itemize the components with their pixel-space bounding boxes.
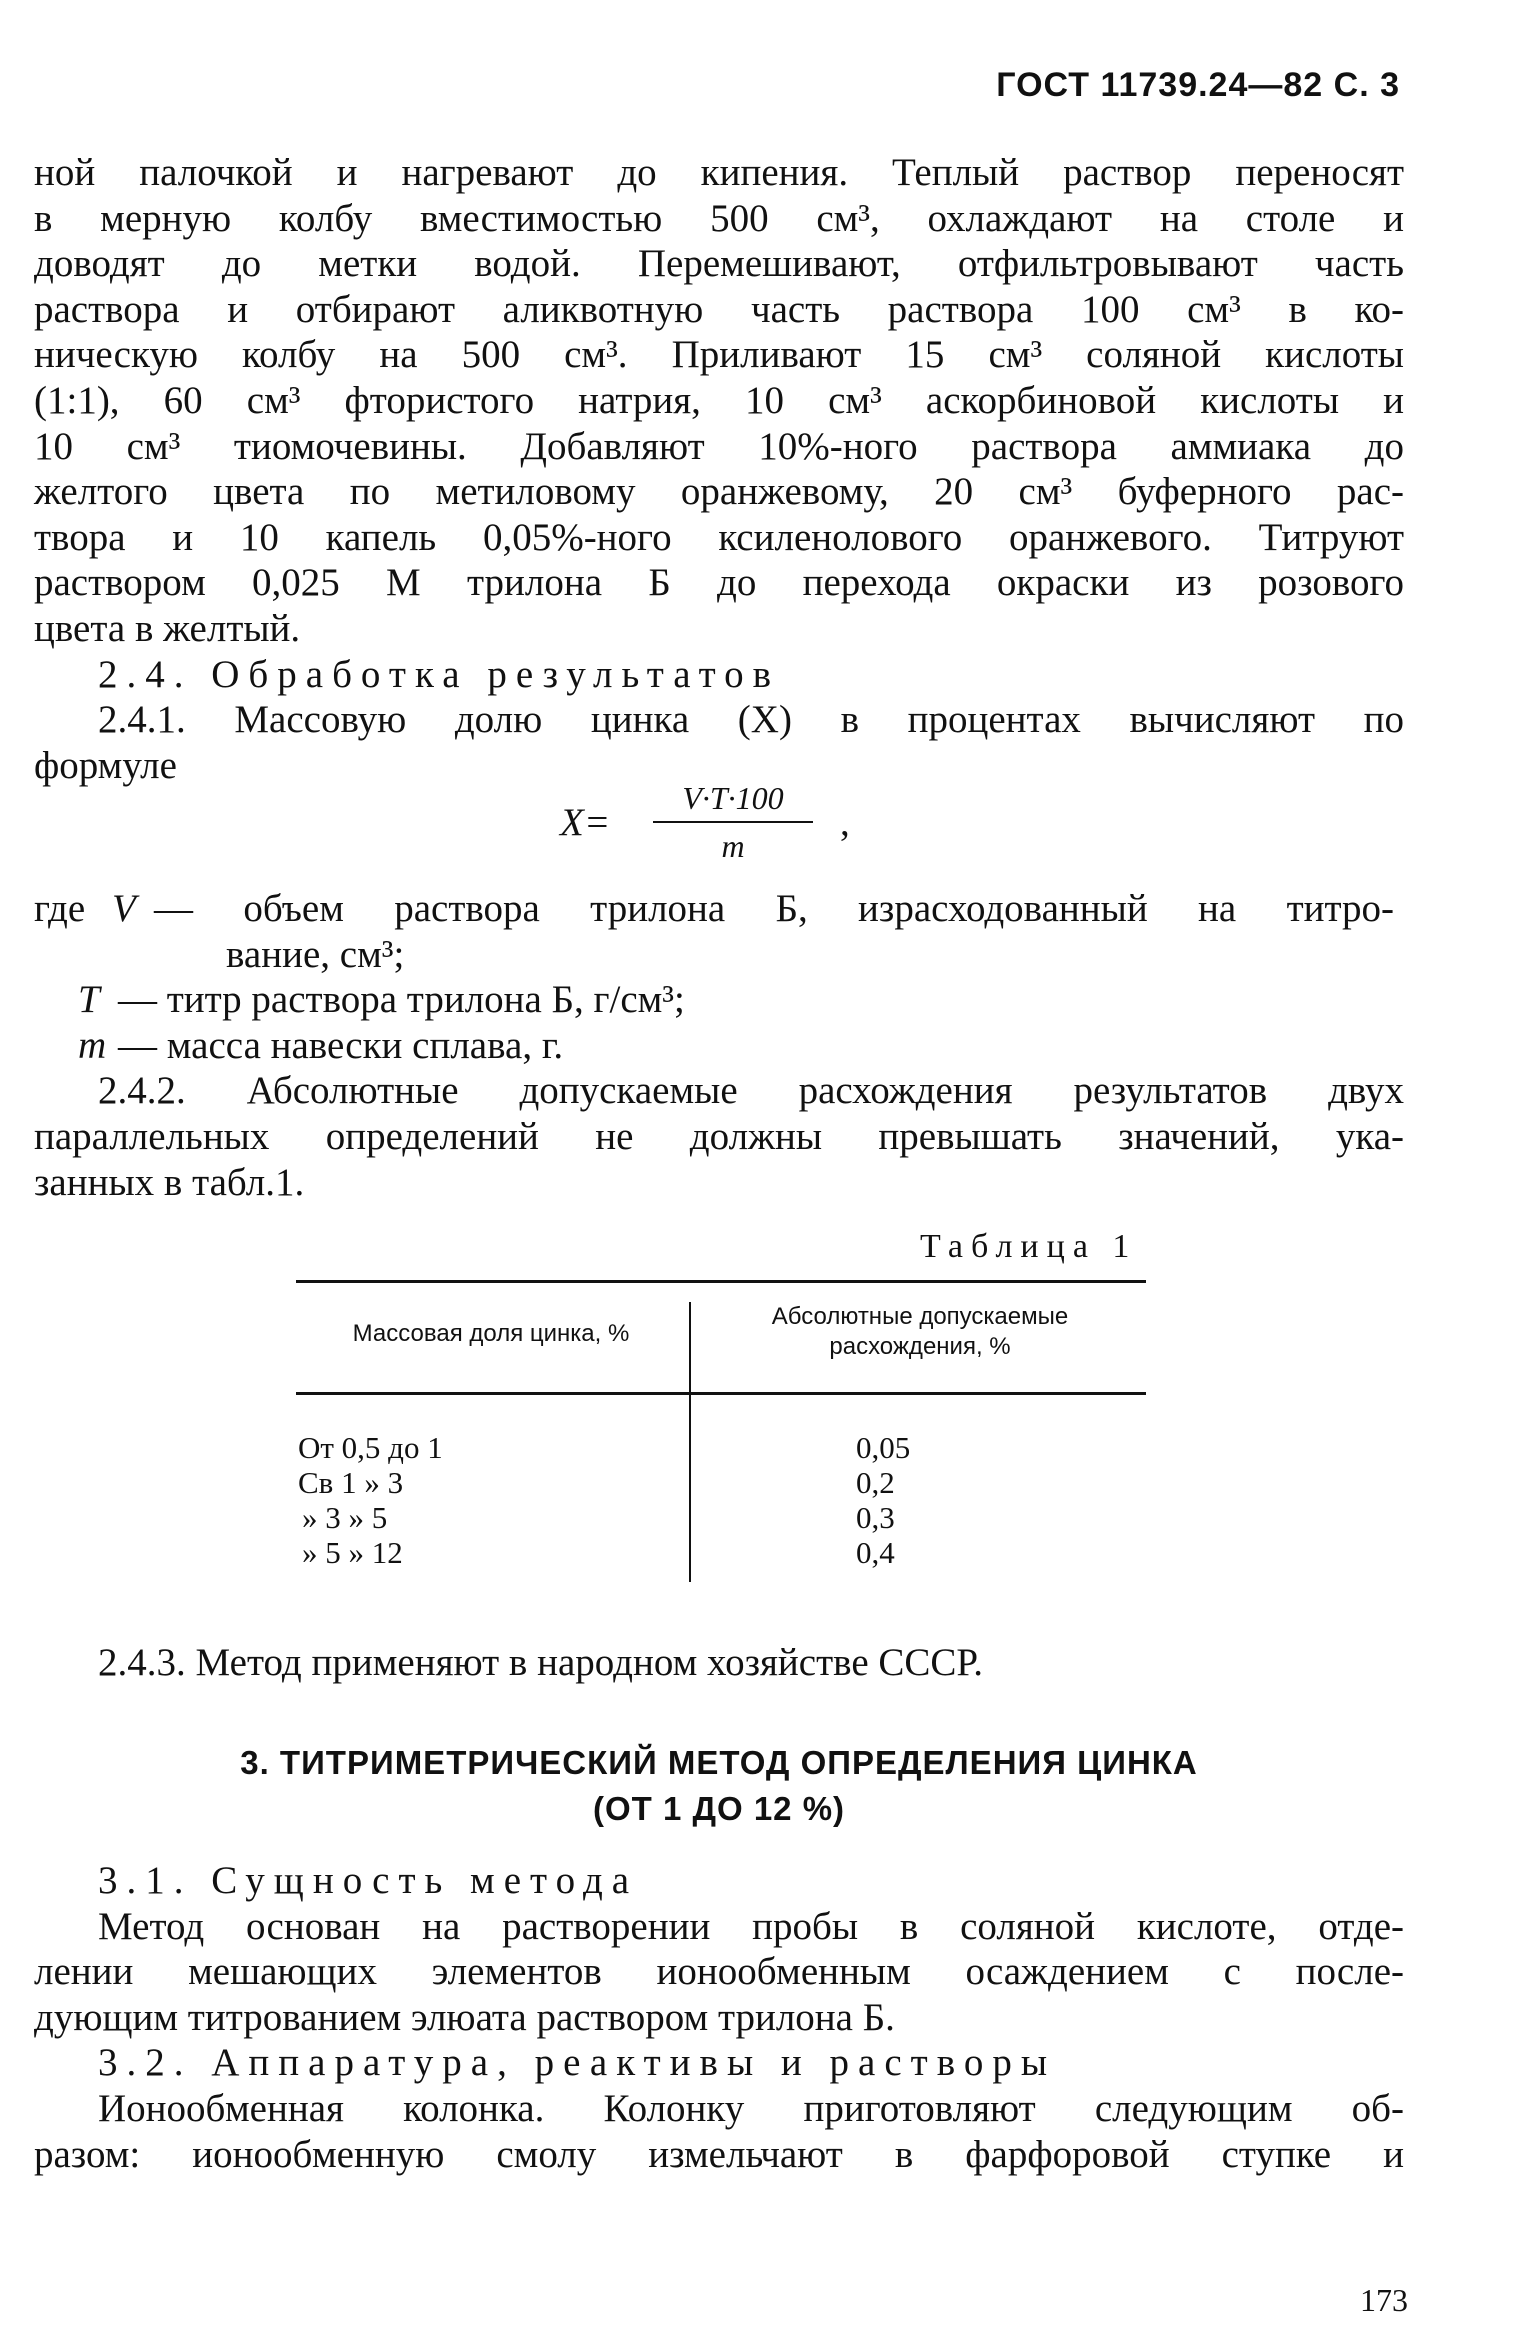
section-title-line: (ОТ 1 ДО 12 %) [592,1790,846,1827]
table-column-divider [689,1302,691,1582]
definition-item [34,886,1404,932]
formula-fraction [653,778,813,866]
text-line: 10 см³ тиомочевины. Добавляют 10%-ного раствора аммиака до [34,424,1404,468]
text-line: (1:1), 60 см³ фтористого натрия, 10 см³ аскорбиновой кислоты и [34,378,1404,422]
top-paragraph [34,150,1404,788]
text-line: дующим титрованием элюата раствором трилона Б. [34,1995,895,2039]
definition-text: — объем раствора трилона Б, израсходованный на титро- [154,887,1394,930]
paragraph-2-4-3: 2.4.3. Метод применяют в народном хозяйстве СССР. [98,1641,983,1684]
definition-text: — масса навески сплава, г. [118,1023,564,1067]
table-cell-range: От 0,5 до 1 [298,1430,443,1465]
table-column-ranges [298,1430,598,1570]
text-line: Метод основан на растворении пробы в соляной кислоте, отде- [98,1904,1404,1948]
table-header-line: Абсолютные допускаемые [771,1303,1069,1330]
text-line: параллельных определений не должны превышать значений, ука- [34,1114,1404,1158]
text-line: 2.4.2. Абсолютные допускаемые расхождения результатов двух [98,1069,1404,1113]
formula-lhs: X= [560,801,611,844]
text-line: цвета в желтый. [34,606,301,650]
definition-symbol: m [78,1023,107,1067]
table-caption: Таблица 1 [920,1228,1138,1265]
formula-comma: , [840,801,850,844]
text-line: разом: ионообменную смолу измельчают в фарфоровой ступке и [34,2132,1404,2176]
table-cell-value: 0,4 [856,1535,895,1570]
text-line: 2.4.1. Массовую долю цинка (X) в процентах вычисляют по [98,698,1404,742]
table-rule-top [296,1280,1146,1283]
section-heading-2-4: 2.4. Обработка результатов [98,652,781,696]
definition-item [34,977,1404,1023]
table-cell-range: Св 1 » 3 [298,1465,404,1500]
section-title-line: 3. ТИТРИМЕТРИЧЕСКИЙ МЕТОД ОПРЕДЕЛЕНИЯ ЦИНКА [240,1744,1198,1781]
table-rule-header [296,1392,1146,1395]
table-cell-value: 0,05 [856,1430,911,1465]
definition-item [34,1023,1404,1069]
table-header-line: расхождения, % [829,1333,1011,1360]
formula-denominator: m [721,828,745,864]
page-number: 173 [1360,2282,1408,2318]
text-line: раствором 0,025 М трилона Б до перехода окраски из розового [34,561,1404,605]
text-line: занных в табл.1. [34,1160,305,1204]
table-1 [296,1280,1146,1605]
text-line: желтого цвета по метиловому оранжевому, 20 см³ буферного рас- [34,470,1404,514]
definition-prefix: где [34,887,86,930]
text-line: ническую колбу на 500 см³. Приливают 15 см³ соляной кислоты [34,333,1404,377]
definition-continuation: вание, см³; [226,932,405,976]
text-line: раствора и отбирают аликвотную часть раствора 100 см³ в ко- [34,287,1404,331]
section-heading-3-2: 3.2. Аппаратура, реактивы и растворы [98,2041,1057,2085]
formula [560,778,880,868]
table-cell-range: » 5 » 12 [302,1535,403,1570]
text-line: доводят до метки водой. Перемешивают, отфильтровывают часть [34,242,1404,286]
table-column-values [856,1430,1036,1570]
section-heading-3-1: 3.1. Сущность метода [98,1859,639,1902]
definition-text: — титр раствора трилона Б, г/см³; [118,978,685,1022]
definition-symbol: V [112,887,136,930]
table-header-mass-fraction: Массовая доля цинка, % [352,1320,630,1347]
section-3-body [34,1858,1404,2177]
fraction-bar [653,821,813,823]
definition-symbol: T [78,978,100,1022]
text-line: твора и 10 капель 0,05%-ного ксиленолового оранжевого. Титруют [34,515,1404,559]
table-cell-value: 0,2 [856,1465,895,1500]
text-line: лении мешающих элементов ионообменным осаждением с после- [34,1950,1404,1994]
running-header: ГОСТ 11739.24—82 С. 3 [996,66,1400,104]
text-line: ной палочкой и нагревают до кипения. Теплый раствор переносят [34,151,1404,194]
formula-numerator: V·T·100 [682,780,784,816]
table-header-tolerance [700,1302,1140,1362]
section-3-title [34,1740,1404,1832]
table-cell-range: » 3 » 5 [302,1500,388,1535]
text-line: формуле [34,743,177,787]
text-line: Ионообменная колонка. Колонку приготовляют следующим об- [98,2086,1404,2130]
definitions [34,886,1404,1205]
text-line: в мерную колбу вместимостью 500 см³, охлаждают на столе и [34,196,1404,240]
table-cell-value: 0,3 [856,1500,895,1535]
